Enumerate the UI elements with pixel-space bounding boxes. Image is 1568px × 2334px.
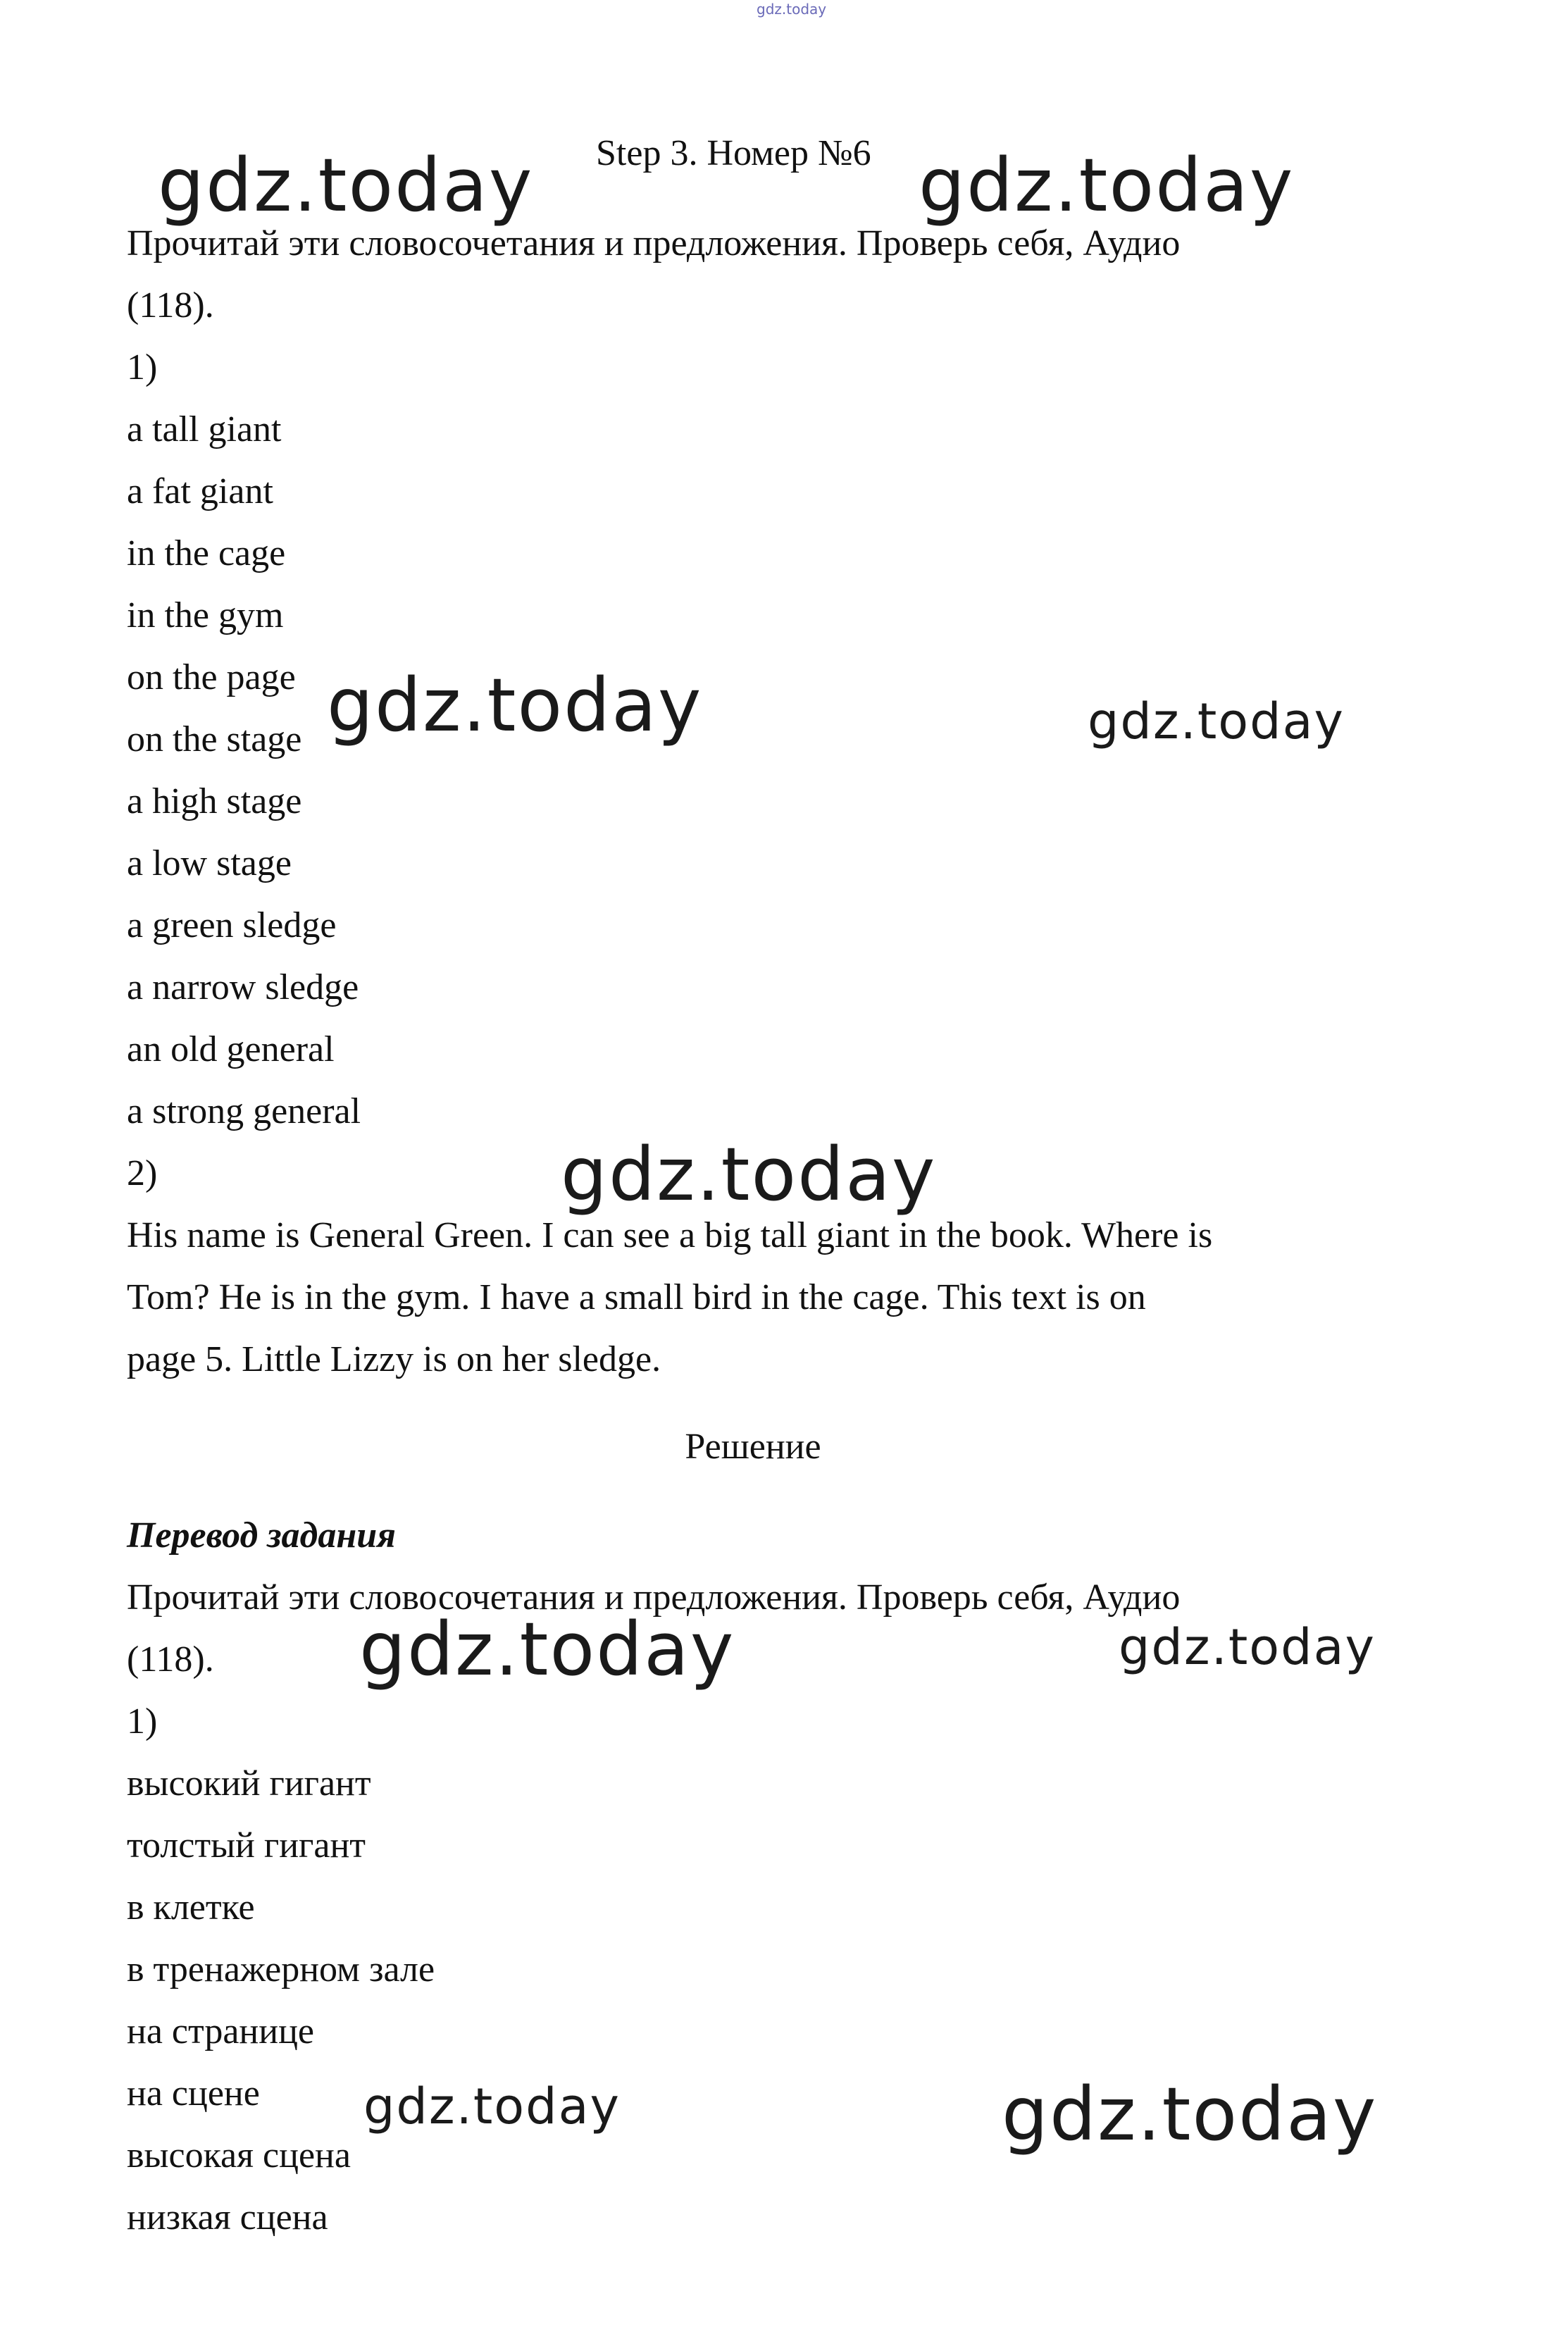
- sentence-line: Tom? He is in the gym. I have a small bird in the cage. This text is on: [127, 1277, 1146, 1317]
- watermark: gdz.today: [561, 1131, 937, 1217]
- phrase-item: a strong general: [127, 1091, 361, 1131]
- translated-phrase: низкая сцена: [127, 2197, 328, 2237]
- solution-instruction-line-2: (118).: [127, 1639, 214, 1680]
- watermark: gdz.today: [919, 142, 1295, 228]
- phrase-item: a fat giant: [127, 471, 273, 511]
- task-part1-label: 1): [127, 347, 158, 387]
- watermark: gdz.today: [327, 662, 703, 748]
- translated-phrase: толстый гигант: [127, 1825, 366, 1866]
- translated-phrase: на странице: [127, 2011, 314, 2051]
- translated-phrase: высокий гигант: [127, 1763, 371, 1804]
- phrase-item: a high stage: [127, 781, 302, 821]
- phrase-item: an old general: [127, 1029, 335, 1069]
- translated-phrase: высокая сцена: [127, 2135, 351, 2175]
- solution-heading: Решение: [685, 1427, 821, 1467]
- watermark: gdz.today: [1119, 1618, 1376, 1676]
- sentence-line: His name is General Green. I can see a big tall giant in the book. Where is: [127, 1215, 1213, 1255]
- page-title: Step 3. Номер №6: [596, 133, 871, 173]
- phrase-item: a low stage: [127, 843, 292, 883]
- task-instruction-line-2: (118).: [127, 285, 214, 325]
- watermark: gdz.today: [1088, 693, 1345, 750]
- phrase-item: a narrow sledge: [127, 967, 359, 1007]
- task-part2-label: 2): [127, 1153, 158, 1193]
- phrase-item: on the stage: [127, 719, 302, 759]
- task-instruction-line-1: Прочитай эти словосочетания и предложения. Проверь себя, Аудио: [127, 223, 1181, 263]
- translated-phrase: в тренажерном зале: [127, 1949, 435, 1990]
- phrase-item: in the gym: [127, 595, 284, 635]
- phrase-item: a tall giant: [127, 409, 282, 449]
- watermark: gdz.today: [363, 2078, 621, 2135]
- phrase-item: in the cage: [127, 533, 286, 573]
- watermark: gdz.today: [158, 142, 534, 228]
- watermark: gdz.today: [359, 1606, 735, 1692]
- solution-part1-label: 1): [127, 1701, 158, 1742]
- translated-phrase: в клетке: [127, 1887, 255, 1928]
- watermark-top-tiny: gdz.today: [757, 1, 827, 18]
- sentence-line: page 5. Little Lizzy is on her sledge.: [127, 1339, 661, 1379]
- phrase-item: a green sledge: [127, 905, 337, 945]
- phrase-item: on the page: [127, 657, 296, 697]
- translated-phrase: на сцене: [127, 2073, 260, 2113]
- translation-heading: Перевод задания: [127, 1515, 396, 1556]
- solution-instruction-line-1: Прочитай эти словосочетания и предложения. Проверь себя, Аудио: [127, 1577, 1181, 1618]
- watermark: gdz.today: [1002, 2071, 1378, 2157]
